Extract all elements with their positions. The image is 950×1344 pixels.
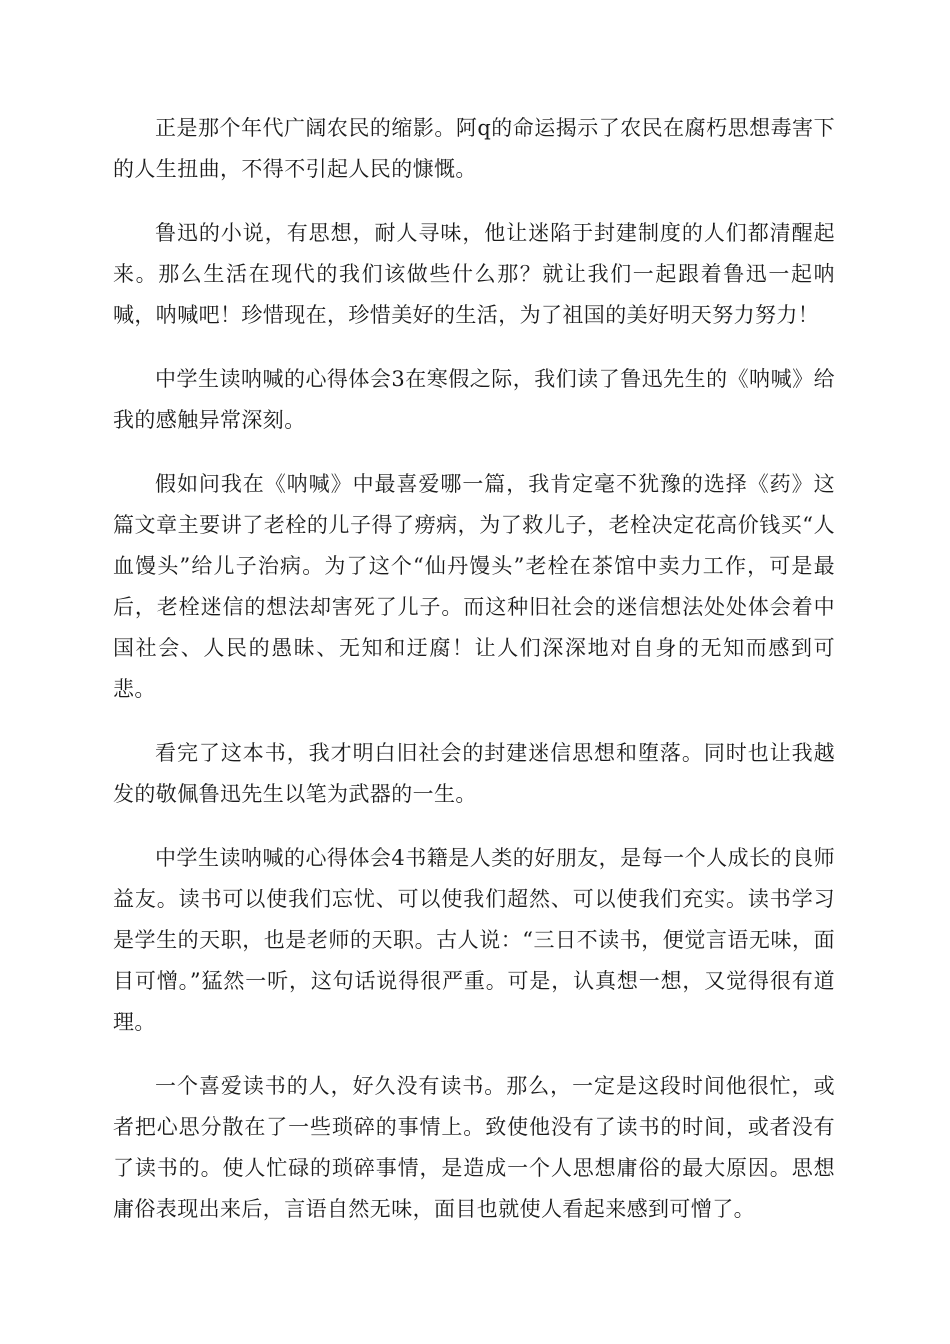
paragraph-1: 正是那个年代广阔农民的缩影。阿q的命运揭示了农民在腐朽思想毒害下的人生扭曲，不得不引起人民的慷慨。 [113,116,835,181]
paragraph-6: 中学生读呐喊的心得体会4书籍是人类的好朋友，是每一个人成长的良师益友。读书可以使我们忘忧、可以使我们超然、可以使我们充实。读书学习是学生的天职，也是老师的天职。古人说：“三日不读书，便觉言语无味，面目可憎。”猛然一听，这句话说得很严重。可是，认真想一想，又觉得很有道理。 [113,846,835,1034]
document-body [113,108,835,1253]
paragraph-3: 中学生读呐喊的心得体会3在寒假之际，我们读了鲁迅先生的《呐喊》给我的感触异常深刻。 [113,367,835,432]
paragraph-4: 假如问我在《呐喊》中最喜爱哪一篇，我肯定毫不犹豫的选择《药》这篇文章主要讲了老栓的儿子得了痨病，为了救儿子，老栓决定花高价钱买“人血馒头”给儿子治病。为了这个“仙丹馒头”老栓在茶馆中卖力工作，可是最后，老栓迷信的想法却害死了儿子。而这种旧社会的迷信想法处处体会着中国社会、人民的愚昧、无知和迂腐！让人们深深地对自身的无知而感到可悲。 [113,472,835,701]
paragraph-7: 一个喜爱读书的人，好久没有读书。那么，一定是这段时间他很忙，或者把心思分散在了一些琐碎的事情上。致使他没有了读书的时间，或者没有了读书的。使人忙碌的琐碎事情，是造成一个人思想庸俗的最大原因。思想庸俗表现出来后，言语自然无味，面目也就使人看起来感到可憎了。 [113,1074,835,1221]
paragraph-5: 看完了这本书，我才明白旧社会的封建迷信思想和堕落。同时也让我越发的敬佩鲁迅先生以笔为武器的一生。 [113,741,835,806]
paragraph-2: 鲁迅的小说，有思想，耐人寻味，他让迷陷于封建制度的人们都清醒起来。那么生活在现代的我们该做些什么那？就让我们一起跟着鲁迅一起呐喊，呐喊吧！珍惜现在，珍惜美好的生活，为了祖国的美好明天努力努力！ [113,221,835,327]
